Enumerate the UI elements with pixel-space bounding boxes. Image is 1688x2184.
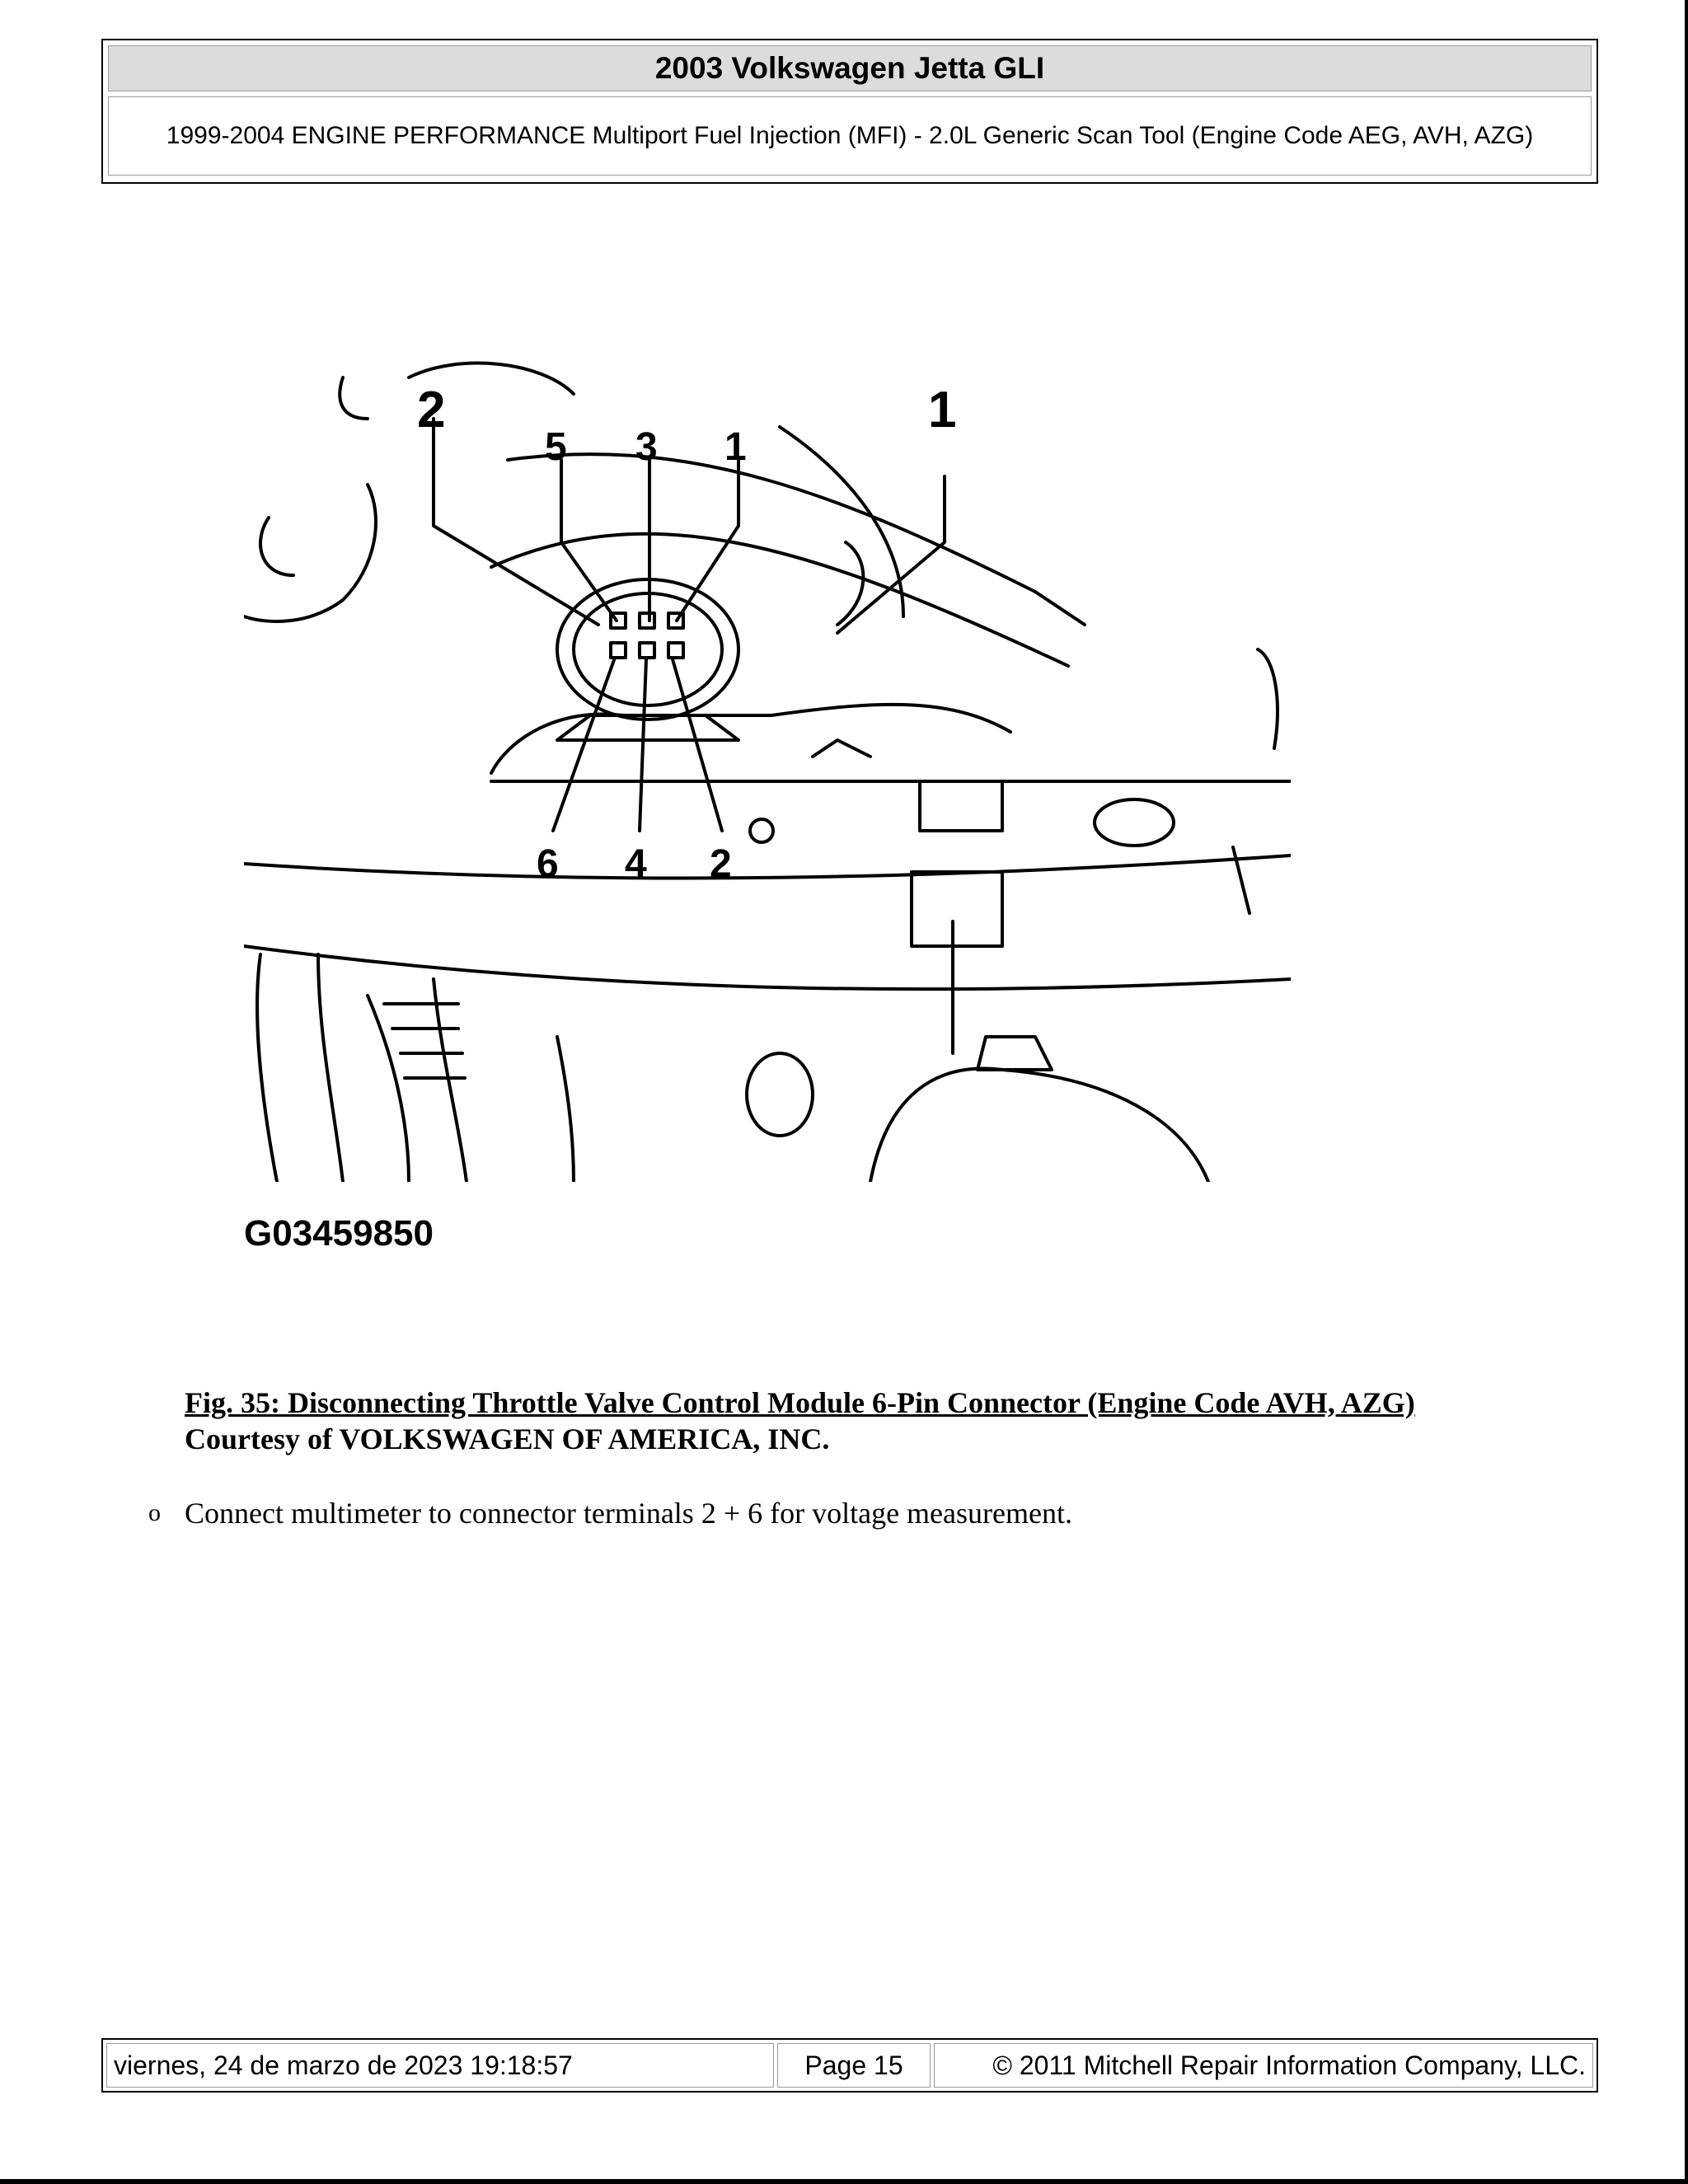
instruction-text: Connect multimeter to connector terminals 2 + 6 for voltage measurement.	[185, 1497, 1072, 1530]
instruction-list-item	[148, 1495, 1599, 1531]
connector-illustration	[244, 353, 1291, 1182]
bullet-marker: o	[148, 1499, 161, 1526]
document-header	[101, 39, 1598, 184]
caption-courtesy: Courtesy of VOLKSWAGEN OF AMERICA, INC.	[185, 1422, 830, 1455]
vehicle-title: 2003 Volkswagen Jetta GLI	[108, 45, 1592, 91]
footer-copyright: © 2011 Mitchell Repair Information Company, LLC.	[934, 2043, 1593, 2088]
callout-1-module: 1	[928, 382, 957, 438]
callout-3: 3	[635, 425, 658, 469]
callout-6: 6	[537, 842, 559, 886]
figure-id: G03459850	[244, 1213, 434, 1254]
document-footer	[101, 2038, 1598, 2093]
callout-2-top: 2	[417, 382, 446, 438]
section-subtitle: 1999-2004 ENGINE PERFORMANCE Multiport Fuel Injection (MFI) - 2.0L Generic Scan Tool (Engine Code AEG, AVH, AZG)	[108, 96, 1592, 176]
callout-2-pin: 2	[710, 842, 732, 886]
callout-4: 4	[625, 842, 647, 886]
footer-date: viernes, 24 de marzo de 2023 19:18:57	[106, 2043, 774, 2088]
figure-caption	[185, 1385, 1602, 1457]
callout-5: 5	[545, 425, 567, 469]
caption-title: Fig. 35: Disconnecting Throttle Valve Control Module 6-Pin Connector (Engine Code AVH, AZG)	[185, 1386, 1415, 1419]
footer-page-number: Page 15	[777, 2043, 931, 2088]
callout-1-pin: 1	[724, 425, 747, 469]
